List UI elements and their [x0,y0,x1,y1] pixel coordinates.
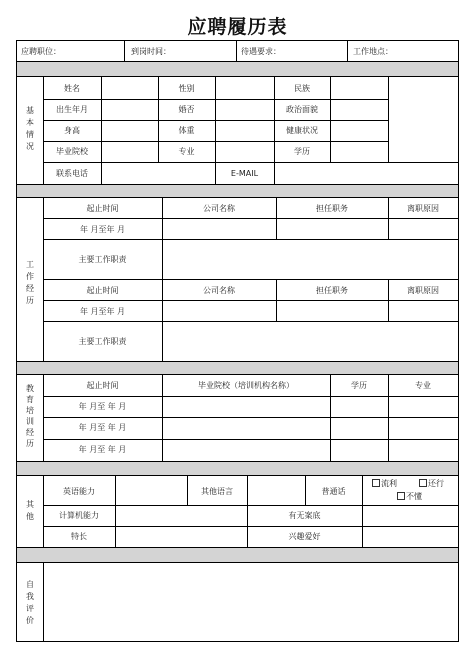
marital-label: 婚否 [178,105,195,114]
work-period-header: 起止时间 [86,204,119,213]
name-label: 姓名 [64,84,80,93]
hobby-label: 兴趣爱好 [288,532,321,541]
english-label: 英语能力 [63,487,95,496]
specialty-label: 特长 [71,532,87,541]
other-language-label: 其他语言 [201,487,233,496]
edu-date-range: 年 月至 年 月 [78,445,127,454]
birth-label: 出生年月 [56,105,88,114]
mandarin-label: 普通话 [321,487,346,496]
opt-ok[interactable]: 还行 [419,478,444,489]
work-reason-header: 离职原因 [407,286,439,295]
edu-school-header: 毕业院校（培训机构名称） [198,381,294,390]
work-company-header: 公司名称 [203,204,235,213]
divider-band [17,185,458,197]
checkbox-icon [372,479,380,487]
self-eval-section-label: 自我评价 [26,580,34,625]
work-section-label: 工作经历 [26,260,34,305]
health-label: 健康状况 [286,126,318,135]
ethnicity-label: 民族 [294,84,310,93]
work-duties-label: 主要工作职责 [78,337,127,346]
divider-band [17,548,458,562]
edu-major-header: 专业 [415,381,431,390]
resume-form [16,40,459,642]
school-label: 毕业院校 [56,147,88,156]
divider-band [17,462,458,475]
education-section-label: 教育培训经历 [26,384,34,448]
basic-section-label: 基本情况 [26,106,34,151]
work-date-range: 年 月至年 月 [79,225,126,234]
divider-band [17,362,458,374]
height-label: 身高 [64,126,80,135]
edu-date-range: 年 月至 年 月 [78,423,127,432]
gender-label: 性别 [178,84,195,93]
position-label: 应聘职位： [21,47,61,56]
work-location-label: 工作地点： [353,47,393,56]
checkbox-icon [397,492,405,500]
political-label: 政治面貌 [286,105,318,114]
form-title: 应聘履历表 [187,16,288,38]
work-date-range: 年 月至年 月 [79,307,126,316]
work-company-header: 公司名称 [203,286,235,295]
arrival-time-label: 到岗时间： [131,47,171,56]
edu-degree-header: 学历 [351,381,367,390]
phone-label: 联系电话 [56,169,88,178]
opt-poor[interactable]: 不懂 [397,491,422,502]
salary-label: 待遇要求： [241,47,281,56]
email-label: E-MAIL [230,169,259,178]
work-job-header: 担任职务 [316,286,348,295]
weight-label: 体重 [178,126,195,135]
checkbox-icon [419,479,427,487]
edu-date-range: 年 月至 年 月 [78,402,127,411]
work-reason-header: 离职原因 [407,204,439,213]
criminal-record-label: 有无案底 [288,511,321,520]
opt-fluent[interactable]: 流利 [372,478,397,489]
work-duties-label: 主要工作职责 [78,255,127,264]
major-label: 专业 [178,147,195,156]
work-period-header: 起止时间 [86,286,119,295]
edu-period-header: 起止时间 [86,381,119,390]
computer-label: 计算机能力 [59,511,99,520]
work-job-header: 担任职务 [316,204,348,213]
other-section-label: 其他 [26,500,34,521]
degree-label: 学历 [294,147,310,156]
divider-band [17,62,458,76]
